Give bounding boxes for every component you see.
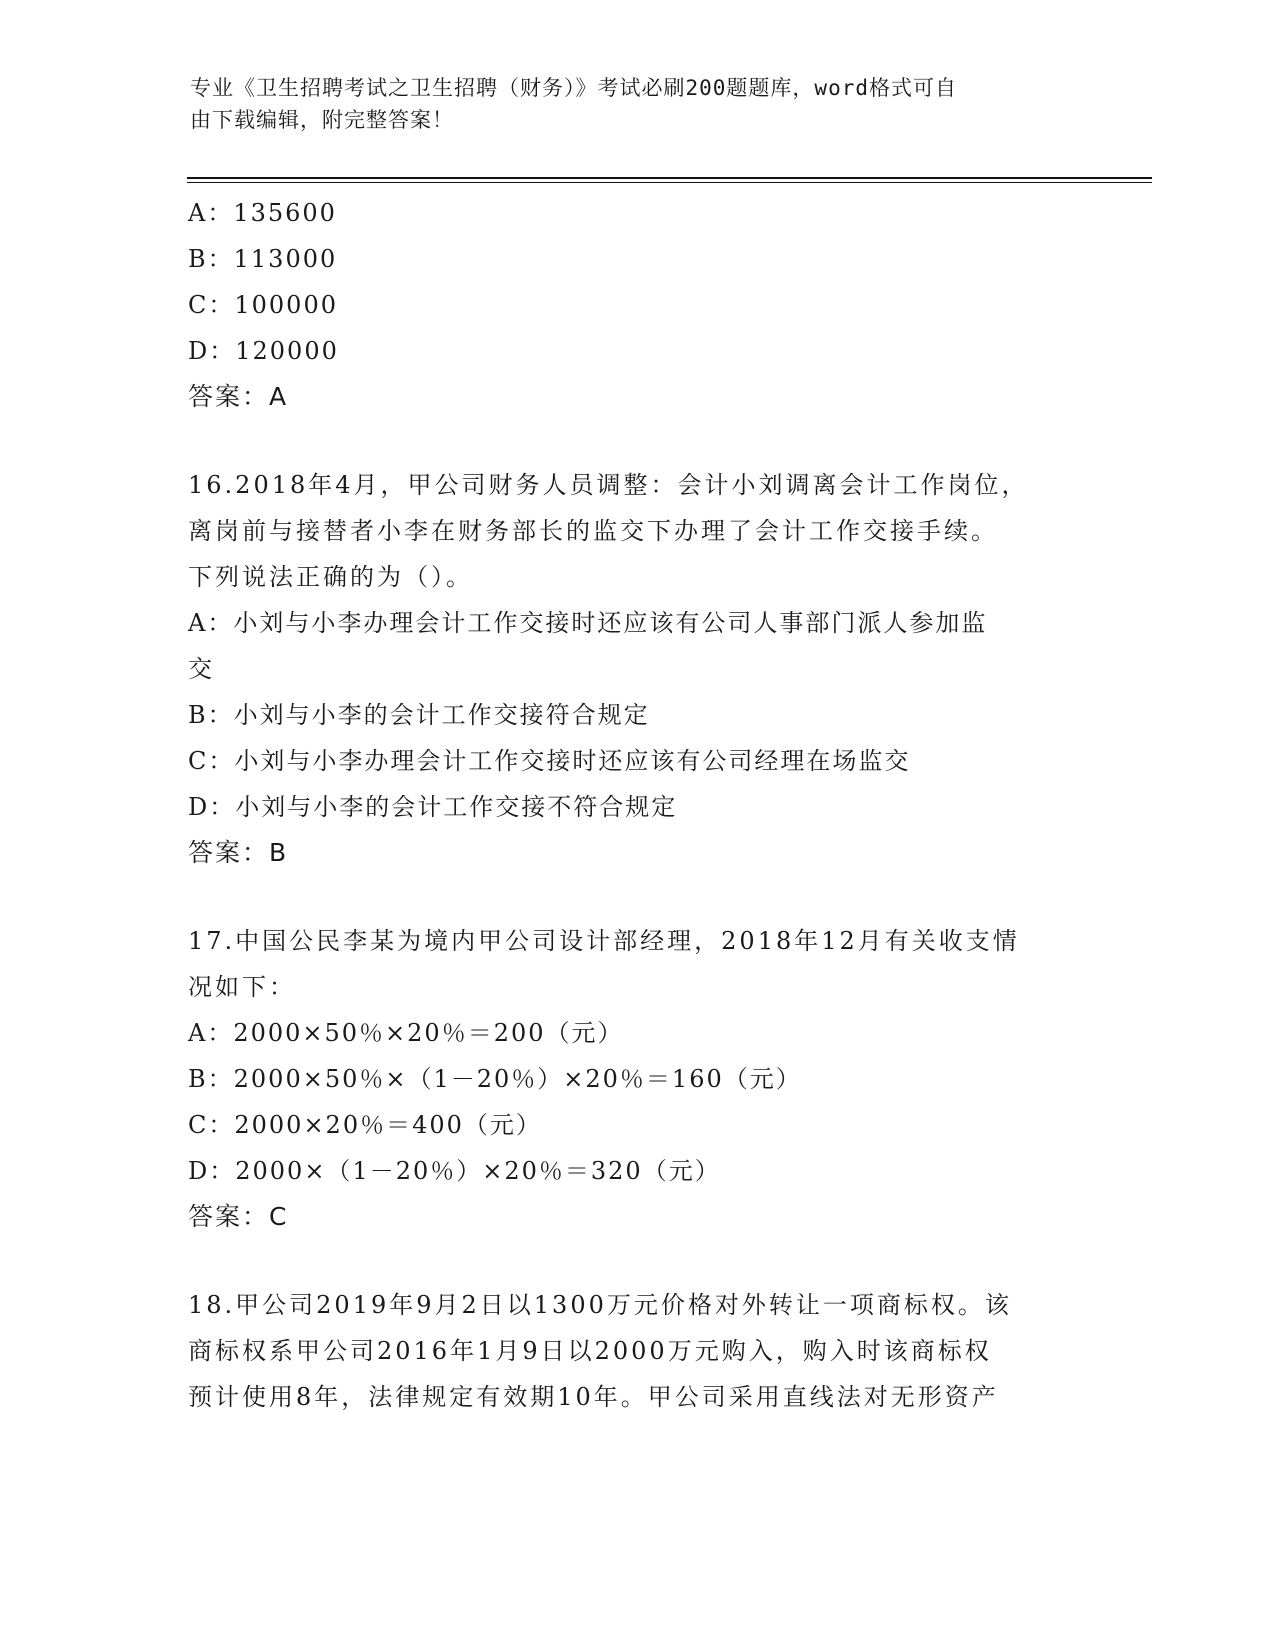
question-15 xyxy=(188,190,1088,420)
spacer xyxy=(188,1240,1088,1282)
answer-label: 答案：A xyxy=(188,382,289,411)
header-divider-thin xyxy=(187,182,1152,183)
question-stem-line: 18.甲公司2019年9月2日以1300万元价格对外转让一项商标权。该 xyxy=(188,1291,1012,1319)
header-divider xyxy=(187,177,1152,179)
question-18 xyxy=(188,1282,1088,1420)
question-stem-line: 16.2018年4月，甲公司财务人员调整：会计小刘调离会计工作岗位， xyxy=(188,471,1029,499)
answer-label: 答案：C xyxy=(188,1202,289,1231)
option-a: A：小刘与小李办理会计工作交接时还应该有公司人事部门派人参加监 xyxy=(188,609,988,637)
spacer xyxy=(188,420,1088,462)
option-a-continuation: 交 xyxy=(188,655,214,683)
spacer xyxy=(188,876,1088,918)
option-b: B：2000×50％×（1－20％）×20％＝160（元） xyxy=(188,1065,802,1093)
option-d: D：120000 xyxy=(188,337,339,365)
question-stem-line: 17.中国公民李某为境内甲公司设计部经理，2018年12月有关收支情 xyxy=(188,927,1020,955)
option-c: C：100000 xyxy=(188,291,338,319)
option-a: A：2000×50％×20％＝200（元） xyxy=(188,1019,624,1047)
question-stem-line: 下列说法正确的为（）。 xyxy=(188,563,473,591)
question-content xyxy=(188,190,1088,1420)
option-c: C：小刘与小李办理会计工作交接时还应该有公司经理在场监交 xyxy=(188,747,911,775)
document-header xyxy=(190,72,1070,136)
header-line-1: 专业《卫生招聘考试之卫生招聘（财务）》考试必刷200题题库，word格式可自 xyxy=(190,76,957,100)
question-16 xyxy=(188,462,1088,876)
option-d: D：2000×（1－20％）×20％＝320（元） xyxy=(188,1157,721,1185)
question-stem-line: 离岗前与接替者小李在财务部长的监交下办理了会计工作交接手续。 xyxy=(188,517,998,545)
option-a: A：135600 xyxy=(188,199,337,227)
option-c: C：2000×20％＝400（元） xyxy=(188,1111,542,1139)
option-b: B：小刘与小李的会计工作交接符合规定 xyxy=(188,701,650,729)
answer-label: 答案：B xyxy=(188,838,289,867)
header-line-2: 由下载编辑，附完整答案！ xyxy=(190,108,454,132)
option-b: B：113000 xyxy=(188,245,338,273)
option-d: D：小刘与小李的会计工作交接不符合规定 xyxy=(188,793,678,821)
question-stem-line: 况如下： xyxy=(188,973,296,1001)
question-17 xyxy=(188,918,1088,1240)
question-stem-line: 预计使用8年，法律规定有效期10年。甲公司采用直线法对无形资产 xyxy=(188,1383,999,1411)
question-stem-line: 商标权系甲公司2016年1月9日以2000万元购入，购入时该商标权 xyxy=(188,1337,992,1365)
